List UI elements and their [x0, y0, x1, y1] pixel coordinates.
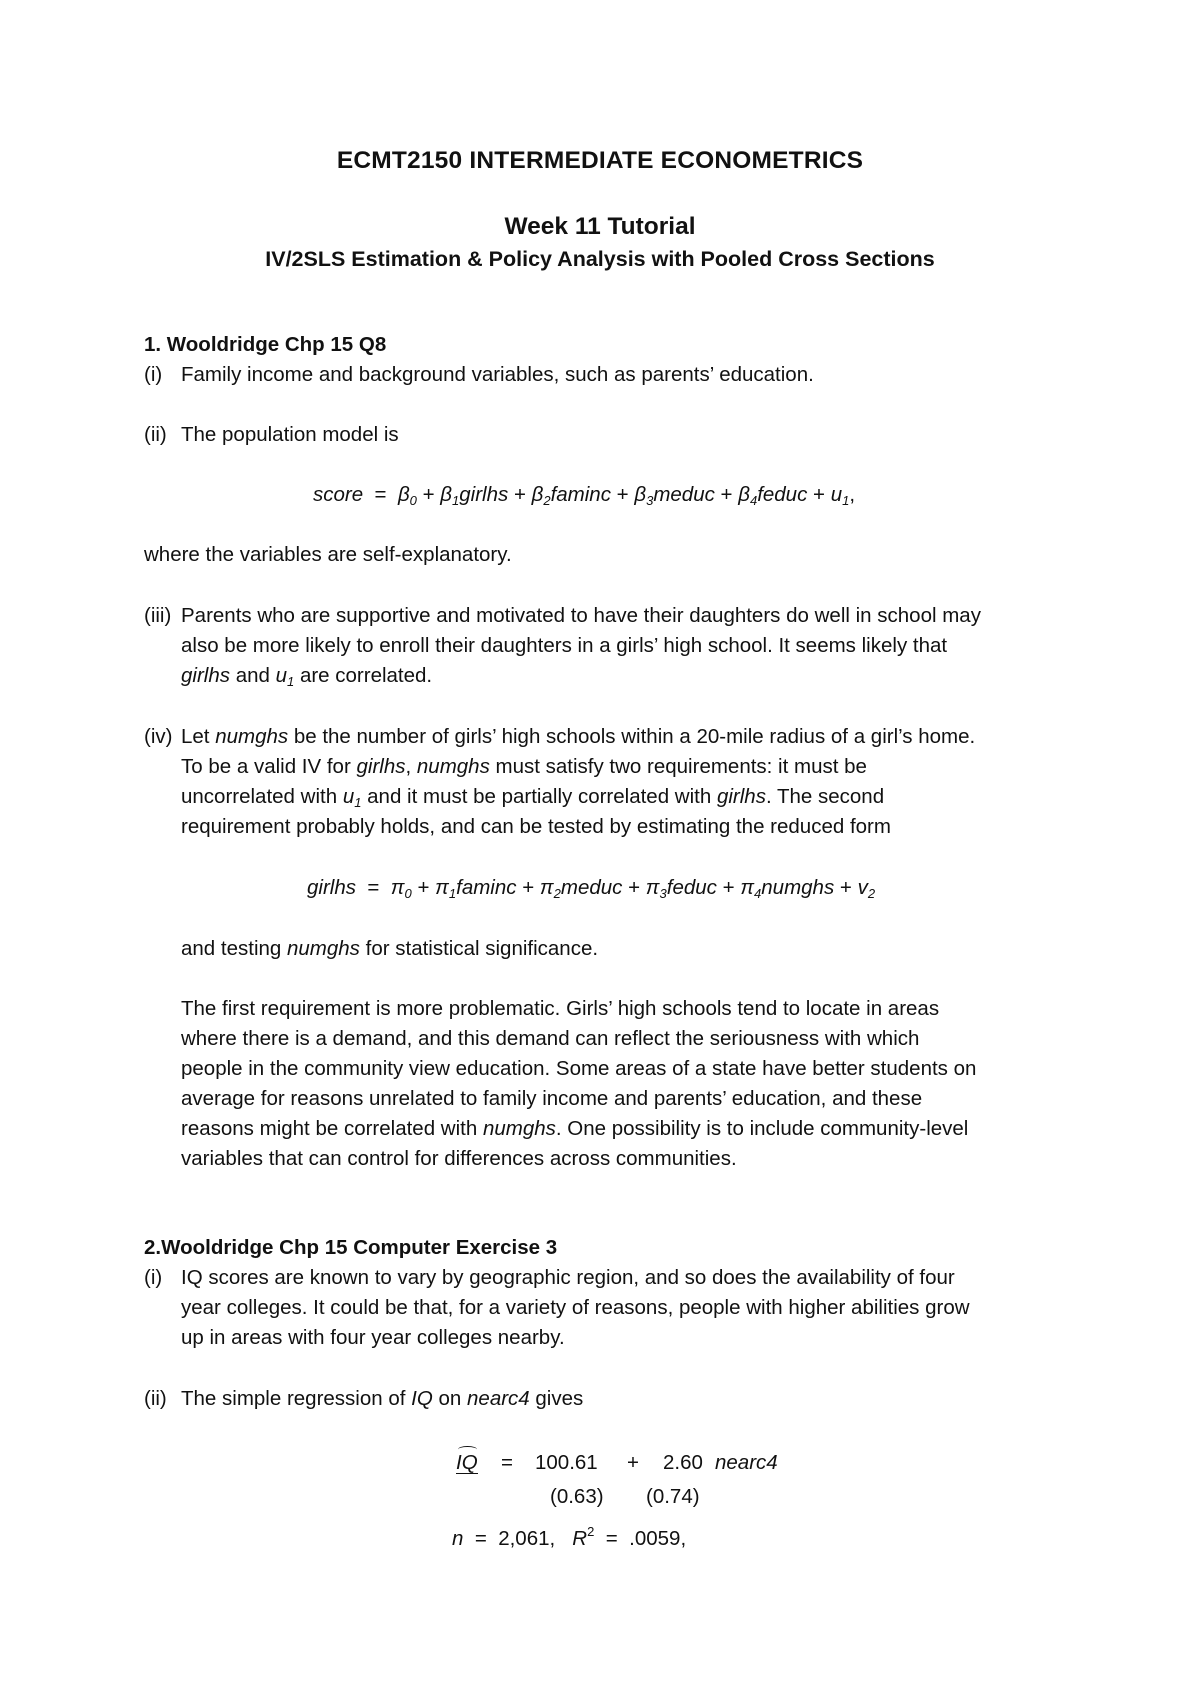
- eq-beta3-sub: 3: [646, 493, 654, 508]
- var-girlhs: girlhs: [356, 755, 406, 778]
- q1-ii-text: The population model is: [181, 423, 399, 446]
- eq-v: v: [857, 876, 868, 899]
- eq-plus: +: [616, 483, 629, 506]
- q2-part-ii: [144, 1387, 583, 1411]
- q2-i-line1: IQ scores are known to vary by geographic region, and so does the availability of four: [181, 1266, 955, 1289]
- q1-iii-line3: [181, 664, 432, 688]
- text: gives: [529, 1387, 584, 1410]
- eq-plus: +: [839, 876, 852, 899]
- eq-score: score: [313, 483, 364, 506]
- q1-population-equation: [313, 483, 855, 507]
- eq-iq-hat: IQ: [456, 1451, 478, 1474]
- var-girlhs: girlhs: [181, 664, 230, 687]
- eq-plus: +: [513, 483, 526, 506]
- q1-heading: 1. Wooldridge Chp 15 Q8: [144, 333, 387, 356]
- text: and testing: [181, 937, 287, 960]
- text: uncorrelated with: [181, 785, 343, 808]
- q1-iv-para2-line5: [181, 1117, 968, 1141]
- stat-equals: =: [474, 1527, 487, 1550]
- text: are correlated.: [294, 664, 433, 687]
- q2-i-label: (i): [144, 1266, 163, 1289]
- text: and: [230, 664, 276, 687]
- stat-r-value: .0059,: [629, 1527, 687, 1550]
- eq-pi-sub: 2: [553, 886, 561, 901]
- eq-coefficient: 2.60: [663, 1451, 703, 1474]
- q1-iv-line5: [181, 937, 598, 961]
- eq-v-sub: 2: [867, 886, 876, 901]
- eq-pi: π: [390, 876, 405, 899]
- q1-part-ii: [144, 423, 399, 447]
- eq-pi: π: [740, 876, 755, 899]
- eq-nearc4: nearc4: [715, 1451, 778, 1474]
- var-u-sub: 1: [354, 795, 362, 810]
- page-title: ECMT2150 INTERMEDIATE ECONOMETRICS: [336, 147, 864, 174]
- q1-iv-para2-line3: people in the community view education. Some areas of a state have better students on: [181, 1057, 977, 1080]
- text: and it must be partially correlated with: [361, 785, 717, 808]
- var-nearc4: nearc4: [467, 1387, 530, 1410]
- eq-comma: ,: [849, 483, 856, 506]
- eq-pi: π: [539, 876, 554, 899]
- eq-faminc: faminc: [456, 876, 517, 899]
- text: The simple regression of: [181, 1387, 412, 1410]
- stat-n-value: 2,061,: [498, 1527, 556, 1550]
- eq-plus: +: [417, 876, 430, 899]
- q2-part-i: [144, 1266, 955, 1290]
- q2-ii-label: (ii): [144, 1387, 167, 1410]
- eq-pi: π: [645, 876, 660, 899]
- eq-faminc: faminc: [550, 483, 611, 506]
- eq-se-coefficient: (0.74): [646, 1485, 700, 1508]
- q1-part-iii: [144, 604, 981, 628]
- text: To be a valid IV for: [181, 755, 357, 778]
- var-girlhs: girlhs: [716, 785, 766, 808]
- text: reasons might be correlated with: [181, 1117, 483, 1140]
- eq-beta4-sub: 4: [749, 493, 758, 508]
- eq-plus: +: [628, 876, 641, 899]
- var-numghs: numghs: [287, 937, 360, 960]
- q1-i-text: Family income and background variables, such as parents’ education.: [181, 363, 814, 386]
- text: ,: [405, 755, 417, 778]
- q2-i-line2: year colleges. It could be that, for a variety of reasons, people with higher abilities grow: [181, 1296, 970, 1319]
- var-iq: IQ: [411, 1387, 433, 1410]
- eq-meduc: meduc: [560, 876, 623, 899]
- eq-pi-sub: 0: [404, 886, 412, 901]
- eq-beta0-sub: 0: [409, 493, 417, 508]
- eq-beta1: β: [440, 483, 452, 506]
- var-numghs: numghs: [482, 1117, 556, 1140]
- text: on: [432, 1387, 468, 1410]
- var-u: u: [275, 664, 288, 687]
- eq-plus: +: [720, 483, 733, 506]
- text: . The second: [765, 785, 885, 808]
- q2-i-line3: up in areas with four year colleges nearby.: [181, 1326, 565, 1349]
- eq-beta4: β: [738, 483, 750, 506]
- stat-n-label: n: [452, 1527, 464, 1550]
- stat-r-sup: 2: [587, 1524, 595, 1539]
- eq-equals: =: [501, 1451, 513, 1474]
- eq-pi-sub: 3: [659, 886, 667, 901]
- q2-heading: 2.Wooldridge Chp 15 Computer Exercise 3: [144, 1236, 558, 1259]
- eq-girlhs: girlhs: [307, 876, 356, 899]
- eq-se-constant: (0.63): [550, 1485, 604, 1508]
- eq-beta2: β: [531, 483, 544, 506]
- eq-meduc: meduc: [653, 483, 715, 506]
- q1-iv-para2-line1: The first requirement is more problematic. Girls’ high schools tend to locate in areas: [181, 997, 940, 1020]
- q1-iv-line2: [181, 755, 867, 779]
- q1-part-i: [144, 363, 814, 387]
- q1-i-label: (i): [144, 363, 163, 386]
- stat-equals: =: [605, 1527, 618, 1550]
- eq-feduc: feduc: [757, 483, 808, 506]
- q1-reduced-form-equation: [307, 876, 875, 900]
- eq-plus: +: [813, 483, 826, 506]
- eq-feduc: feduc: [666, 876, 717, 899]
- q1-iii-line2: also be more likely to enroll their daughters in a girls’ high school. It seems likely that: [181, 634, 948, 657]
- q1-ii-after: where the variables are self-explanatory.: [144, 543, 512, 566]
- var-u-sub: 1: [287, 674, 295, 689]
- text: for statistical significance.: [359, 937, 599, 960]
- eq-beta3: β: [634, 483, 647, 506]
- q2-regression-stats: [452, 1524, 687, 1551]
- eq-pi-sub: 4: [754, 886, 762, 901]
- var-numghs: numghs: [215, 725, 289, 748]
- eq-beta0: β: [397, 483, 410, 506]
- q1-iv-label: (iv): [144, 725, 173, 748]
- q1-iv-line3: [181, 785, 884, 809]
- eq-u: u: [830, 483, 843, 506]
- eq-pi: π: [435, 876, 449, 899]
- page-subsubtitle: IV/2SLS Estimation & Policy Analysis with Pooled Cross Sections: [265, 247, 935, 271]
- q1-iv-para2-line4: average for reasons unrelated to family income and parents’ education, and these: [181, 1087, 923, 1110]
- eq-beta2-sub: 2: [543, 493, 551, 508]
- eq-plus: +: [722, 876, 735, 899]
- var-u: u: [342, 785, 355, 808]
- text: must satisfy two requirements: it must be: [489, 755, 867, 778]
- q1-iii-label: (iii): [144, 604, 172, 627]
- q1-iii-line1: Parents who are supportive and motivated to have their daughters do well in school may: [181, 604, 981, 627]
- q1-iv-line4: requirement probably holds, and can be tested by estimating the reduced form: [181, 815, 891, 838]
- eq-plus: +: [522, 876, 535, 899]
- var-numghs: numghs: [416, 755, 490, 778]
- eq-equals: =: [367, 876, 380, 899]
- q1-part-iv: [144, 725, 975, 749]
- q2-regression-lhs: [456, 1451, 478, 1475]
- text: be the number of girls’ high schools within a 20-mile radius of a girl’s home.: [288, 725, 976, 748]
- q1-iv-para2-line2: where there is a demand, and this demand can reflect the seriousness with which: [181, 1027, 920, 1050]
- stat-r-label: R: [572, 1527, 588, 1550]
- text: . One possibility is to include community-level: [555, 1117, 969, 1140]
- eq-numghs: numghs: [761, 876, 835, 899]
- page-subtitle: Week 11 Tutorial: [504, 213, 696, 240]
- eq-pi-sub: 1: [448, 886, 457, 901]
- eq-girlhs: girlhs: [459, 483, 509, 506]
- eq-plus: +: [422, 483, 435, 506]
- q1-ii-label: (ii): [144, 423, 167, 446]
- eq-constant: 100.61: [535, 1451, 598, 1474]
- eq-equals: =: [374, 483, 387, 506]
- eq-u-sub: 1: [842, 493, 850, 508]
- eq-beta1-sub: 1: [452, 493, 460, 508]
- eq-plus: +: [627, 1451, 639, 1474]
- text: Let: [181, 725, 216, 748]
- q1-iv-para2-line6: variables that can control for differences across communities.: [181, 1147, 737, 1170]
